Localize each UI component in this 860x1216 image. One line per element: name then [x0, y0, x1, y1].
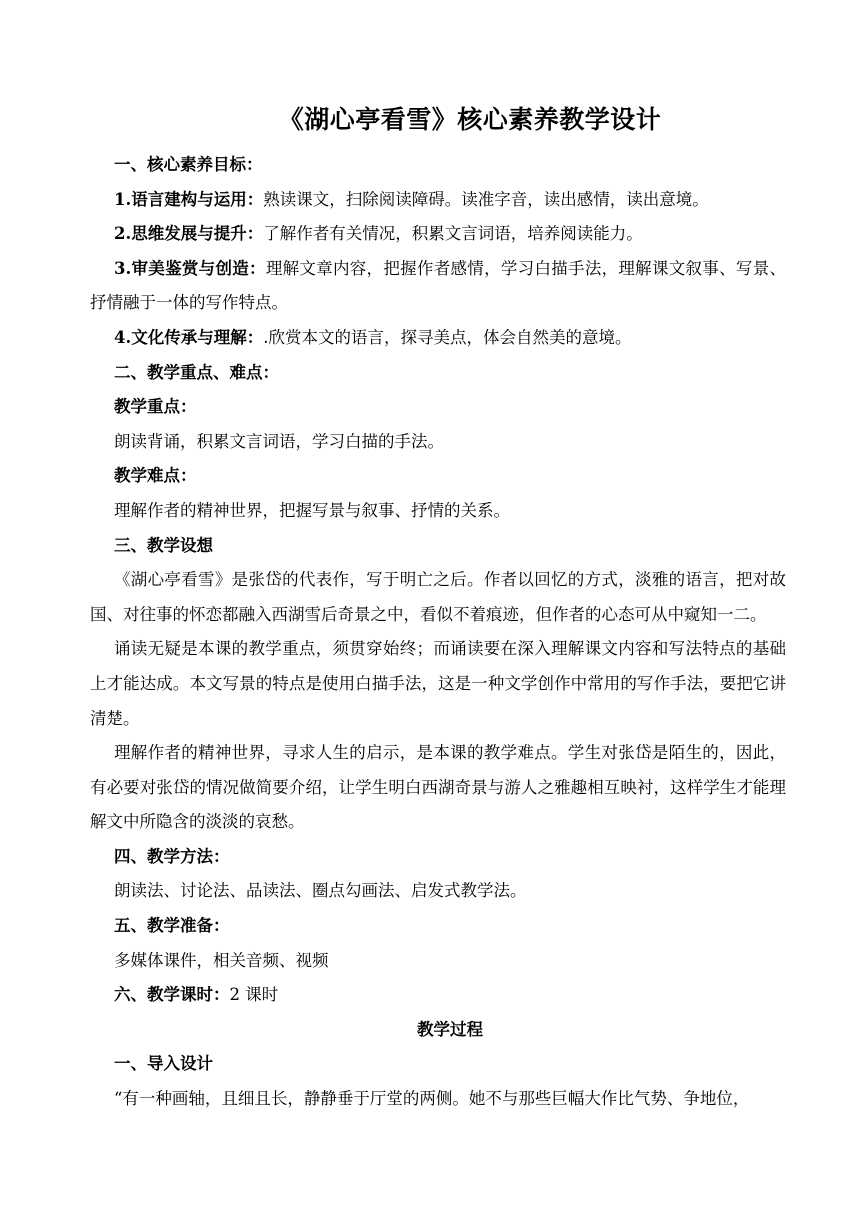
- design-paragraph-3: 理解作者的精神世界，寻求人生的启示，是本课的教学难点。学生对张岱是陌生的，因此，有必要对张岱的情况做简要介绍，让学生明白西湖奇景与游人之雅趣相互映衬，这样学生才能理解文中所隐含的淡淡的哀愁。: [90, 743, 786, 832]
- design-paragraph-2: 诵读无疑是本课的教学重点，须贯穿始终；而诵读要在深入理解课文内容和写法特点的基础上才能达成。本文写景的特点是使用白描手法，这是一种文学创作中常用的写作手法，要把它讲清楚。: [90, 639, 786, 728]
- hours-line: [114, 978, 786, 1013]
- intro-text: “有一种画轴，且细且长，静静垂于厅堂的两侧。她不与那些巨幅大作比气势、争地位，: [114, 1089, 750, 1109]
- goal-1: [114, 183, 786, 218]
- goal-4-text: .欣赏本文的语言，探寻美点，体会自然美的意境。: [263, 327, 632, 347]
- goal-4: [114, 321, 786, 356]
- goal-3: [90, 252, 786, 321]
- goal-3-text: 理解文章内容，把握作者感情，学习白描手法，理解课文叙事、写景、抒情融于一体的写作特点。: [90, 258, 786, 313]
- difficulty-label: 教学难点：: [114, 466, 197, 486]
- design-heading: 三、教学设想: [114, 535, 213, 555]
- document-title: 《湖心亭看雪》核心素养教学设计: [278, 105, 662, 134]
- goal-4-label: 4.文化传承与理解：: [114, 327, 264, 347]
- prep-text: 多媒体课件，相关音频、视频: [114, 950, 329, 970]
- goal-1-label: 1.语言建构与运用：: [114, 189, 264, 209]
- focus-heading: 二、教学重点、难点：: [114, 362, 279, 382]
- hours-label: 六、教学课时：: [114, 985, 230, 1005]
- design-paragraph-1: 《湖心亭看雪》是张岱的代表作，写于明亡之后。作者以回忆的方式，淡雅的语言，把对故国、对往事的怀恋都融入西湖雪后奇景之中，看似不着痕迹，但作者的心态可从中窥知一二。: [90, 570, 786, 624]
- difficulty-text: 理解作者的精神世界，把握写景与叙事、抒情的关系。: [114, 500, 510, 520]
- focus-text: 朗读背诵，积累文言词语，学习白描的手法。: [114, 431, 444, 451]
- focus-label: 教学重点：: [114, 397, 197, 417]
- goal-1-text: 熟读课文，扫除阅读障碍。读准字音，读出感情，读出意境。: [263, 189, 709, 209]
- hours-text: 2 课时: [229, 985, 279, 1005]
- prep-heading: 五、教学准备：: [114, 916, 230, 936]
- intro-heading: 一、导入设计: [114, 1054, 213, 1074]
- document-body: [90, 94, 786, 1117]
- goals-heading: 一、核心素养目标：: [114, 155, 263, 174]
- goal-2-label: 2.思维发展与提升：: [114, 224, 264, 244]
- goal-2: [114, 217, 786, 252]
- process-title: 教学过程: [417, 1019, 483, 1039]
- goal-3-label: 3.审美鉴赏与创造：: [114, 258, 266, 278]
- method-text: 朗读法、讨论法、品读法、圈点勾画法、启发式教学法。: [114, 881, 527, 901]
- method-heading: 四、教学方法：: [114, 846, 230, 866]
- goal-2-text: 了解作者有关情况，积累文言词语，培养阅读能力。: [263, 224, 643, 244]
